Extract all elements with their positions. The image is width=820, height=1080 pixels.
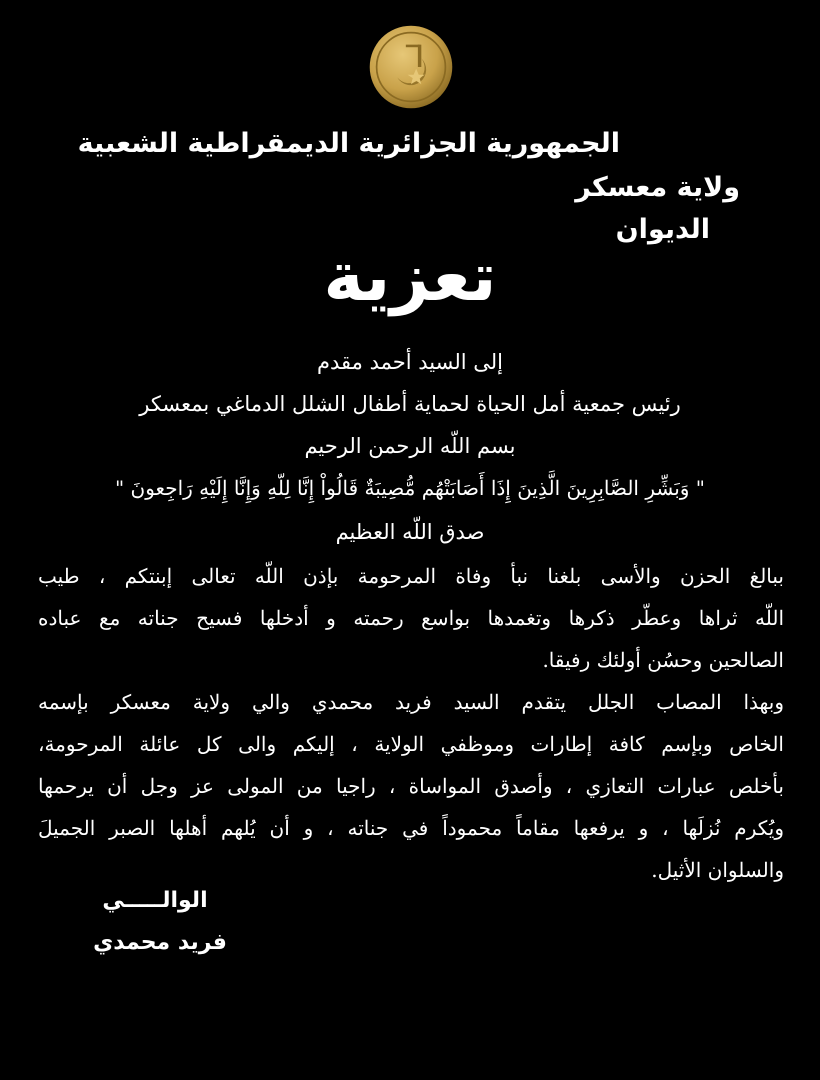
state-seal-icon	[368, 24, 454, 110]
body-paragraph-2-line-2: الخاص وبإسم كافة إطارات وموظفي الولاية ، إليكم والى كل عائلة المرحومة،	[38, 732, 784, 756]
body-paragraph-1-line-3: الصالحين وحسُن أولئك رفيقا.	[542, 648, 784, 672]
republic-title: الجمهورية الجزائرية الديمقراطية الشعبية	[77, 128, 620, 159]
addressee-role: رئيس جمعية أمل الحياة لحماية أطفال الشلل الدماغي بمعسكر	[139, 392, 681, 416]
body-paragraph-2-line-4: ويُكرم نُزلَها ، و يرفعها مقاماً محموداً في جناته ، و أن يُلهم أهلها الصبر الجميلَ	[38, 816, 784, 840]
body-paragraph-2-line-1: وبهذا المصاب الجلل يتقدم السيد فريد محمدي والي ولاية معسكر بإسمه	[38, 690, 784, 714]
signature-name: فريد محمدي	[93, 930, 227, 955]
office-name: الديوان	[615, 214, 710, 245]
province-name: ولاية معسكر	[575, 172, 740, 203]
signature-title: الوالـــــي	[102, 888, 208, 913]
body-paragraph-2-line-3: بأخلص عبارات التعازي ، وأصدق المواساة ، راجيا من المولى عز وجل أن يرحمها	[38, 774, 784, 798]
body-paragraph-1-line-1: ببالغ الحزن والأسى بلغنا نبأ وفاة المرحومة بإذن اللّه تعالى إبنتكم ، طيب	[38, 564, 784, 588]
body-paragraph-1-line-2: اللّه ثراها وعطّر ذكرها وتغمدها بواسع رحمته و أدخلها فسيح جناته مع عباده	[38, 606, 784, 630]
condolence-headline: تعزية	[323, 238, 497, 317]
quran-verse: " وَبَشِّرِ الصَّابِرِينَ الَّذِينَ إِذَا أَصَابَتْهُم مُّصِيبَةٌ قَالُواْ إِنَّا لِلّهِ وَإِنَّا إِلَيْهِ رَاجِعونَ "	[114, 476, 706, 500]
addressee-name: إلى السيد أحمد مقدم	[317, 350, 503, 374]
basmala: بسم اللّه الرحمن الرحيم	[304, 434, 516, 458]
verse-closing: صدق اللّه العظيم	[335, 520, 485, 544]
body-paragraph-2-line-5: والسلوان الأثيل.	[651, 858, 784, 882]
